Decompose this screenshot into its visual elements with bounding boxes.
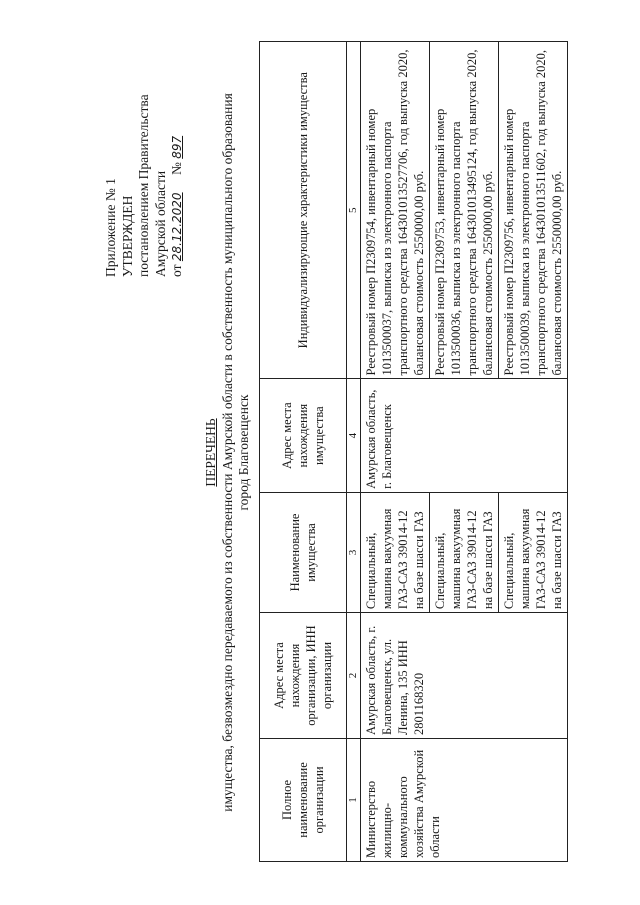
appendix-label: Приложение № 1	[103, 178, 118, 277]
property-address-cell: Амурская область, г. Благовещенск	[361, 379, 568, 492]
property-table	[259, 41, 568, 862]
region-label: Амурской области	[152, 170, 168, 277]
handwritten-number: 897	[170, 135, 184, 159]
characteristics-cell: Реестровый номер П2309753, инвентарный номер 1013500036, выписка из электронного паспорта транспортного средства 164301013495124, год выпуска 2020, балансовая стоимость 2550000,00 руб.	[430, 42, 499, 379]
column-number: 1	[347, 738, 361, 861]
number-label: №	[169, 162, 184, 176]
resolution-label: постановлением Правительства	[136, 94, 151, 277]
column-number-row	[347, 42, 361, 862]
header-property-name: Наименование имущества	[260, 492, 347, 612]
title-line-2: город Благовещенск	[236, 394, 251, 511]
document-title	[203, 40, 252, 865]
characteristics-cell: Реестровый номер П2309754, инвентарный номер 1013500037, выписка из электронного паспорта транспортного средства 164301013527706, год выпуска 2020, балансовая стоимость 2550000,00 руб.	[361, 42, 430, 379]
title-heading: ПЕРЕЧЕНЬ	[203, 418, 218, 487]
column-number: 3	[347, 492, 361, 612]
header-characteristics: Индивидуализирующие характеристики имущества	[260, 42, 347, 379]
property-name-cell: Специальный, машина вакуумная ГАЗ-САЗ 39014-12 на базе шасси ГАЗ	[361, 492, 430, 612]
handwritten-date: 28.12.2020	[170, 192, 184, 262]
date-prefix: от	[169, 264, 184, 277]
column-number: 2	[347, 613, 361, 739]
organization-cell: Министерство жилищно-коммунального хозяйства Амурской области	[361, 738, 568, 861]
org-address-cell: Амурская область, г. Благовещенск, ул. Ленина, 135 ИНН 2801168320	[361, 613, 568, 739]
header-property-address: Адрес места нахождения имущества	[260, 379, 347, 492]
header-organization: Полное наименование организации	[260, 738, 347, 861]
title-line-1: имущества, безвозмездно передаваемого из собственности Амурской области в собственность муниципального образования	[220, 93, 235, 812]
property-name-cell: Специальный, машина вакуумная ГАЗ-САЗ 39014-12 на базе шасси ГАЗ	[499, 492, 568, 612]
column-number: 4	[347, 379, 361, 492]
approval-stamp	[103, 77, 186, 277]
table-row	[361, 42, 430, 862]
header-org-address: Адрес места нахождения организации, ИНН организации	[260, 613, 347, 739]
table-header-row	[260, 42, 347, 862]
approved-label: УТВЕРЖДЕН	[119, 195, 135, 277]
property-name-cell: Специальный, машина вакуумная ГАЗ-САЗ 39014-12 на базе шасси ГАЗ	[430, 492, 499, 612]
characteristics-cell: Реестровый номер П2309756, инвентарный номер 1013500039, выписка из электронного паспорта транспортного средства 164301013511602, год выпуска 2020, балансовая стоимость 2550000,00 руб.	[499, 42, 568, 379]
column-number: 5	[347, 42, 361, 379]
resolution-date-line	[169, 77, 186, 277]
